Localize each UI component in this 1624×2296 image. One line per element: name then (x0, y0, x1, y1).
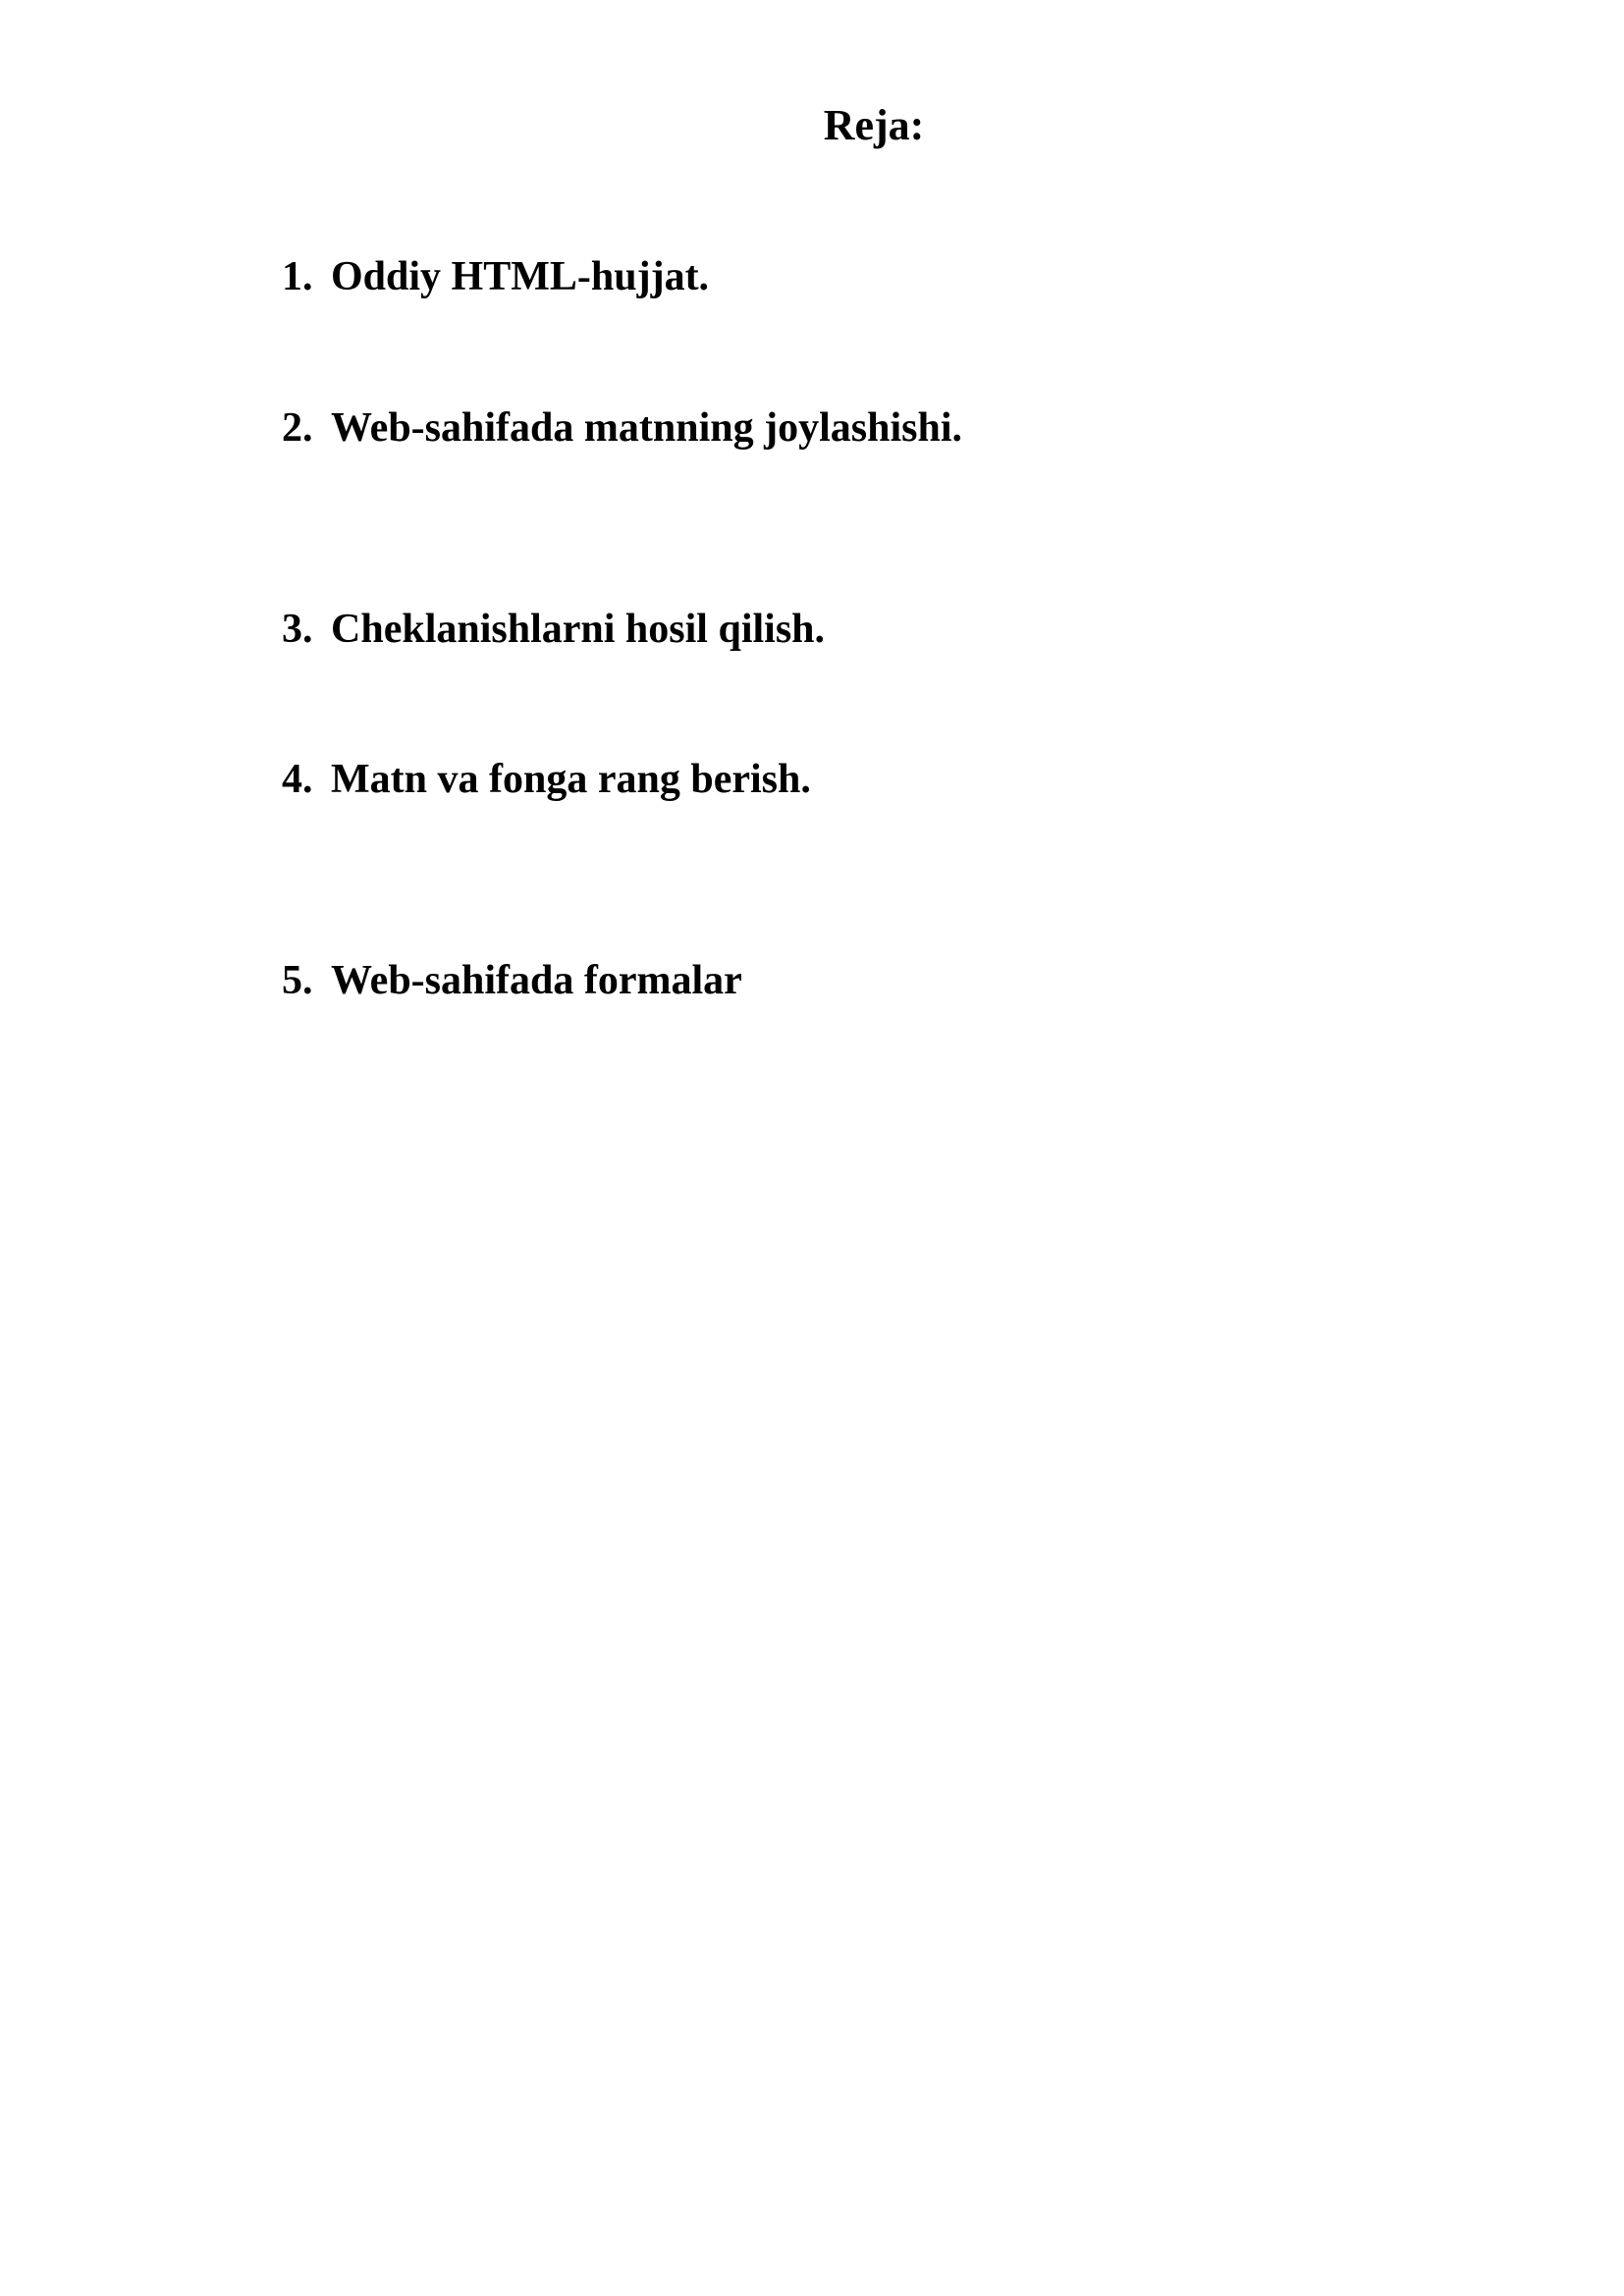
plan-item-text: Oddiy HTML-hujjat. (331, 254, 710, 299)
plan-item-number: 1. (282, 254, 313, 299)
plan-item-number: 4. (282, 757, 313, 802)
plan-item (282, 248, 709, 305)
plan-item (282, 751, 811, 808)
plan-item (282, 601, 825, 658)
plan-item (282, 952, 742, 1009)
plan-item-number: 2. (282, 405, 313, 451)
plan-item-number: 3. (282, 607, 313, 652)
plan-item-text: Matn va fonga rang berish. (331, 757, 811, 802)
plan-item-text: Web-sahifada formalar (331, 958, 742, 1003)
plan-item-number: 5. (282, 958, 313, 1003)
plan-item-text: Web-sahifada matnning joylashishi. (331, 405, 963, 451)
plan-item-text: Cheklanishlarni hosil qilish. (331, 607, 826, 652)
page-title: Reja: (823, 101, 925, 149)
plan-item (282, 400, 962, 456)
